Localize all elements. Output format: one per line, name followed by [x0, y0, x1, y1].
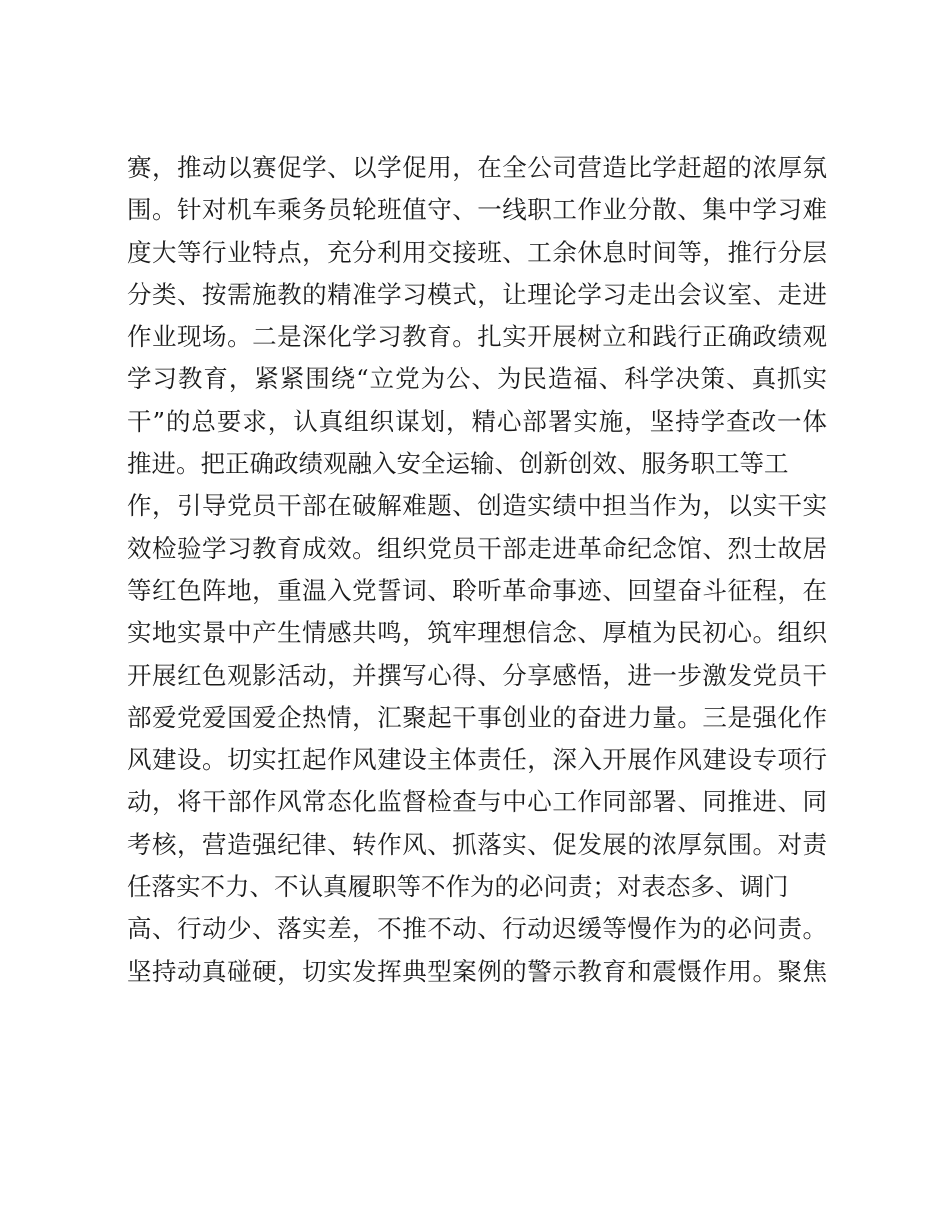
text-line: 部爱党爱国爱企热情，汇聚起干事创业的奋进力量。三是强化作 — [127, 702, 827, 732]
text-line: 赛，推动以赛促学、以学促用，在全公司营造比学赶超的浓厚氛 — [127, 153, 827, 182]
text-line: 效检验学习教育成效。组织党员干部走进革命纪念馆、烈士故居 — [127, 533, 827, 563]
text-line: 开展红色观影活动，并撰写心得、分享感悟，进一步激发党员干 — [127, 660, 827, 690]
text-line: 学习教育，紧紧围绕“立党为公、为民造福、科学决策、真抓实 — [127, 364, 827, 394]
text-line: 等红色阵地，重温入党誓词、聆听革命事迹、回望奋斗征程，在 — [127, 575, 827, 605]
text-line: 作业现场。二是深化学习教育。扎实开展树立和践行正确政绩观 — [127, 322, 827, 352]
text-line: 分类、按需施教的精准学习模式，让理论学习走出会议室、走进 — [127, 279, 827, 309]
text-line: 围。针对机车乘务员轮班值守、一线职工作业分散、集中学习难 — [127, 195, 827, 225]
text-line: 任落实不力、不认真履职等不作为的必问责；对表态多、调门 — [127, 872, 789, 902]
text-line: 干”的总要求，认真组织谋划，精心部署实施，坚持学查改一体 — [127, 406, 827, 436]
text-line: 坚持动真碰硬，切实发挥典型案例的警示教育和震慑作用。聚焦 — [127, 956, 827, 986]
text-line: 考核，营造强纪律、转作风、抓落实、促发展的浓厚氛围。对责 — [127, 829, 827, 859]
text-line: 度大等行业特点，充分利用交接班、工余休息时间等，推行分层 — [127, 237, 827, 267]
text-line: 推进。把正确政绩观融入安全运输、创新创效、服务职工等工 — [127, 449, 789, 479]
body-text — [127, 147, 827, 993]
text-line: 动，将干部作风常态化监督检查与中心工作同部署、同推进、同 — [127, 787, 827, 817]
text-line: 作，引导党员干部在破解难题、创造实绩中担当作为，以实干实 — [127, 491, 827, 521]
text-line: 实地实景中产生情感共鸣，筑牢理想信念、厚植为民初心。组织 — [127, 618, 827, 648]
text-line: 风建设。切实扛起作风建设主体责任，深入开展作风建设专项行 — [127, 745, 827, 775]
text-line: 高、行动少、落实差，不推不动、行动迟缓等慢作为的必问责。 — [127, 914, 827, 944]
